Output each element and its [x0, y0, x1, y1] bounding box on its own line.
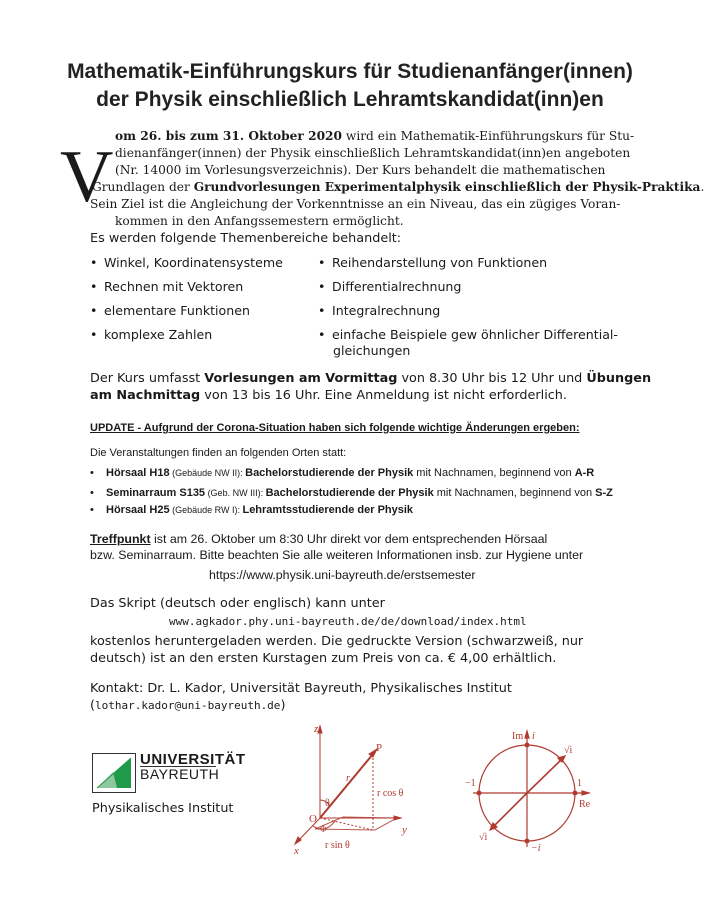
schedule-exercises: Übungen: [586, 371, 652, 386]
room-name: Hörsaal H25: [106, 504, 170, 516]
script-line-2: kostenlos heruntergeladen werden. Die gedruckte Version (schwarzweiß, nur: [90, 634, 584, 649]
room-item-s135: [90, 486, 613, 501]
sqrt-i-label: √i: [564, 745, 573, 756]
contact-paren-open: (: [90, 698, 95, 713]
theta-label: θ: [325, 798, 330, 809]
room-range: S-Z: [595, 487, 613, 499]
meeting-line-2: bzw. Seminarraum. Bitte beachten Sie alle weiteren Informationen insb. zur Hygiene unter: [90, 548, 584, 562]
rsin-label: r sin θ: [325, 840, 350, 851]
axis-x-label: x: [294, 845, 299, 857]
schedule-afternoon: am Nachmittag: [90, 388, 201, 403]
drop-cap: V: [60, 136, 114, 218]
topic-right-4-cont: gleichungen: [333, 343, 411, 358]
room-building: (Geb. NW III):: [205, 488, 266, 498]
logo-wordmark: [140, 752, 246, 782]
real-axis-label: Re: [579, 799, 591, 810]
title-line-2: der Physik einschließlich Lehramtskandidat(inn)en: [96, 88, 604, 111]
i-label: i: [532, 731, 535, 742]
room-name: Seminarraum S135: [106, 487, 206, 499]
contact-paren-close: ): [280, 698, 286, 713]
update-intro: Die Veranstaltungen finden an folgenden Orten statt:: [90, 447, 347, 459]
contact-line-2: [90, 697, 285, 714]
script-line-3: deutsch) ist an den ersten Kurstagen zum Preis von ca. € 4,00 erhältlich.: [90, 651, 557, 666]
topic-left-3: • elementare Funktionen: [90, 302, 250, 319]
room-audience: Bachelorstudierende der Physik: [265, 487, 434, 499]
schedule-lectures: Vorlesungen am Vormittag: [204, 371, 398, 386]
logo-line-1: UNIVERSITÄT: [140, 751, 246, 768]
schedule-a: Der Kurs umfasst: [90, 371, 205, 386]
room-audience: Lehramtsstudierende der Physik: [242, 504, 414, 516]
room-rest: mit Nachnamen, beginnend von: [413, 467, 575, 479]
radius-label: r: [346, 773, 350, 784]
origin-label: O: [309, 813, 317, 825]
intro-line-2: dienanfänger(innen) der Physik einschließlich Lehramtskandidat(inn)en angeboten: [115, 146, 631, 160]
script-url[interactable]: www.agkador.phy.uni-bayreuth.de/de/download/index.html: [169, 615, 527, 628]
room-range: A-R: [574, 467, 595, 479]
complex-plane-figure: [465, 725, 600, 855]
minus-one-label: −1: [465, 778, 476, 789]
room-name: Hörsaal H18: [106, 467, 170, 479]
contact-line-1: Kontakt: Dr. L. Kador, Universität Bayreuth, Physikalisches Institut: [90, 681, 512, 696]
imag-axis-label: Im: [512, 731, 524, 742]
minus-sqrt-i-label: √i: [479, 832, 488, 843]
topic-right-3: • Integralrechnung: [318, 302, 440, 319]
axis-z-label: z: [314, 723, 319, 735]
update-heading: UPDATE - Aufgrund der Corona-Situation haben sich folgende wichtige Änderungen ergeben:: [90, 422, 580, 434]
logo-line-2: BAYREUTH: [140, 766, 220, 782]
topic-left-2: • Rechnen mit Vektoren: [90, 278, 243, 295]
university-logo-mark: [92, 753, 136, 793]
document-title: [60, 58, 640, 114]
intro-line-3: (Nr. 14000 im Vorlesungsverzeichnis). Der Kurs behandelt die mathematischen: [115, 163, 606, 177]
topic-left-4: • komplexe Zahlen: [90, 326, 212, 343]
intro-line-4: [92, 179, 704, 196]
topic-left-1: • Winkel, Koordinatensysteme: [90, 254, 283, 271]
spherical-coordinates-figure: [285, 718, 415, 858]
schedule-c: von 8.30 Uhr bis 12 Uhr und: [397, 371, 587, 386]
point-label: P: [376, 742, 383, 754]
intro-line-4-post: .: [700, 180, 704, 194]
minus-i-label: −i: [531, 843, 541, 854]
schedule-line-1: [90, 370, 651, 387]
topic-right-4: • einfache Beispiele gew öhnlicher Differential-: [318, 326, 618, 343]
intro-line-5: Sein Ziel ist die Angleichung der Vorkenntnisse an ein Niveau, das ein zügiges Voran-: [90, 197, 621, 211]
contact-email[interactable]: lothar.kador@uni-bayreuth.de: [95, 699, 281, 712]
room-audience: Bachelorstudierende der Physik: [245, 467, 414, 479]
intro-bold-courses: Grundvorlesungen Experimentalphysik einschließlich der Physik-Praktika: [193, 180, 701, 194]
meeting-line-1: [90, 531, 547, 547]
script-line-1: Das Skript (deutsch oder englisch) kann unter: [90, 596, 385, 611]
logo-divider: [140, 766, 216, 767]
one-label: 1: [577, 778, 582, 789]
phi-label: Φ: [320, 824, 327, 834]
topic-right-1: • Reihendarstellung von Funktionen: [318, 254, 547, 271]
room-item-h18: [90, 466, 594, 481]
room-rest: mit Nachnamen, beginnend von: [433, 487, 596, 499]
meeting-label: Treffpunkt: [90, 532, 151, 546]
room-building: (Gebäude RW I):: [169, 505, 243, 515]
axis-y-label: y: [402, 824, 407, 836]
rcos-label: r cos θ: [377, 788, 404, 799]
institute-label: Physikalisches Institut: [92, 801, 234, 816]
topic-right-2: • Differentialrechnung: [318, 278, 461, 295]
intro-line-1: [115, 128, 634, 145]
intro-line-1-rest: wird ein Mathematik-Einführungskurs für Stu-: [342, 129, 635, 143]
room-item-h25: [90, 503, 413, 518]
topics-heading: Es werden folgende Themenbereiche behandelt:: [90, 231, 402, 246]
intro-line-4-pre: Grundlagen der: [92, 180, 194, 194]
logo-shape-icon: [93, 754, 135, 792]
schedule-b: von 13 bis 16 Uhr. Eine Anmeldung ist nicht erforderlich.: [200, 388, 567, 403]
meeting-line-1-rest: ist am 26. Oktober um 8:30 Uhr direkt vor dem entsprechenden Hörsaal: [150, 532, 548, 546]
intro-line-6: kommen in den Anfangssemestern ermöglicht.: [115, 214, 404, 228]
meeting-url[interactable]: https://www.physik.uni-bayreuth.de/erstsemester: [209, 568, 476, 582]
intro-date: om 26. bis zum 31. Oktober 2020: [115, 129, 343, 143]
title-line-1: Mathematik-Einführungskurs für Studienanfänger(innen): [67, 60, 633, 83]
schedule-line-2: [90, 387, 567, 404]
room-building: (Gebäude NW II):: [169, 468, 246, 478]
